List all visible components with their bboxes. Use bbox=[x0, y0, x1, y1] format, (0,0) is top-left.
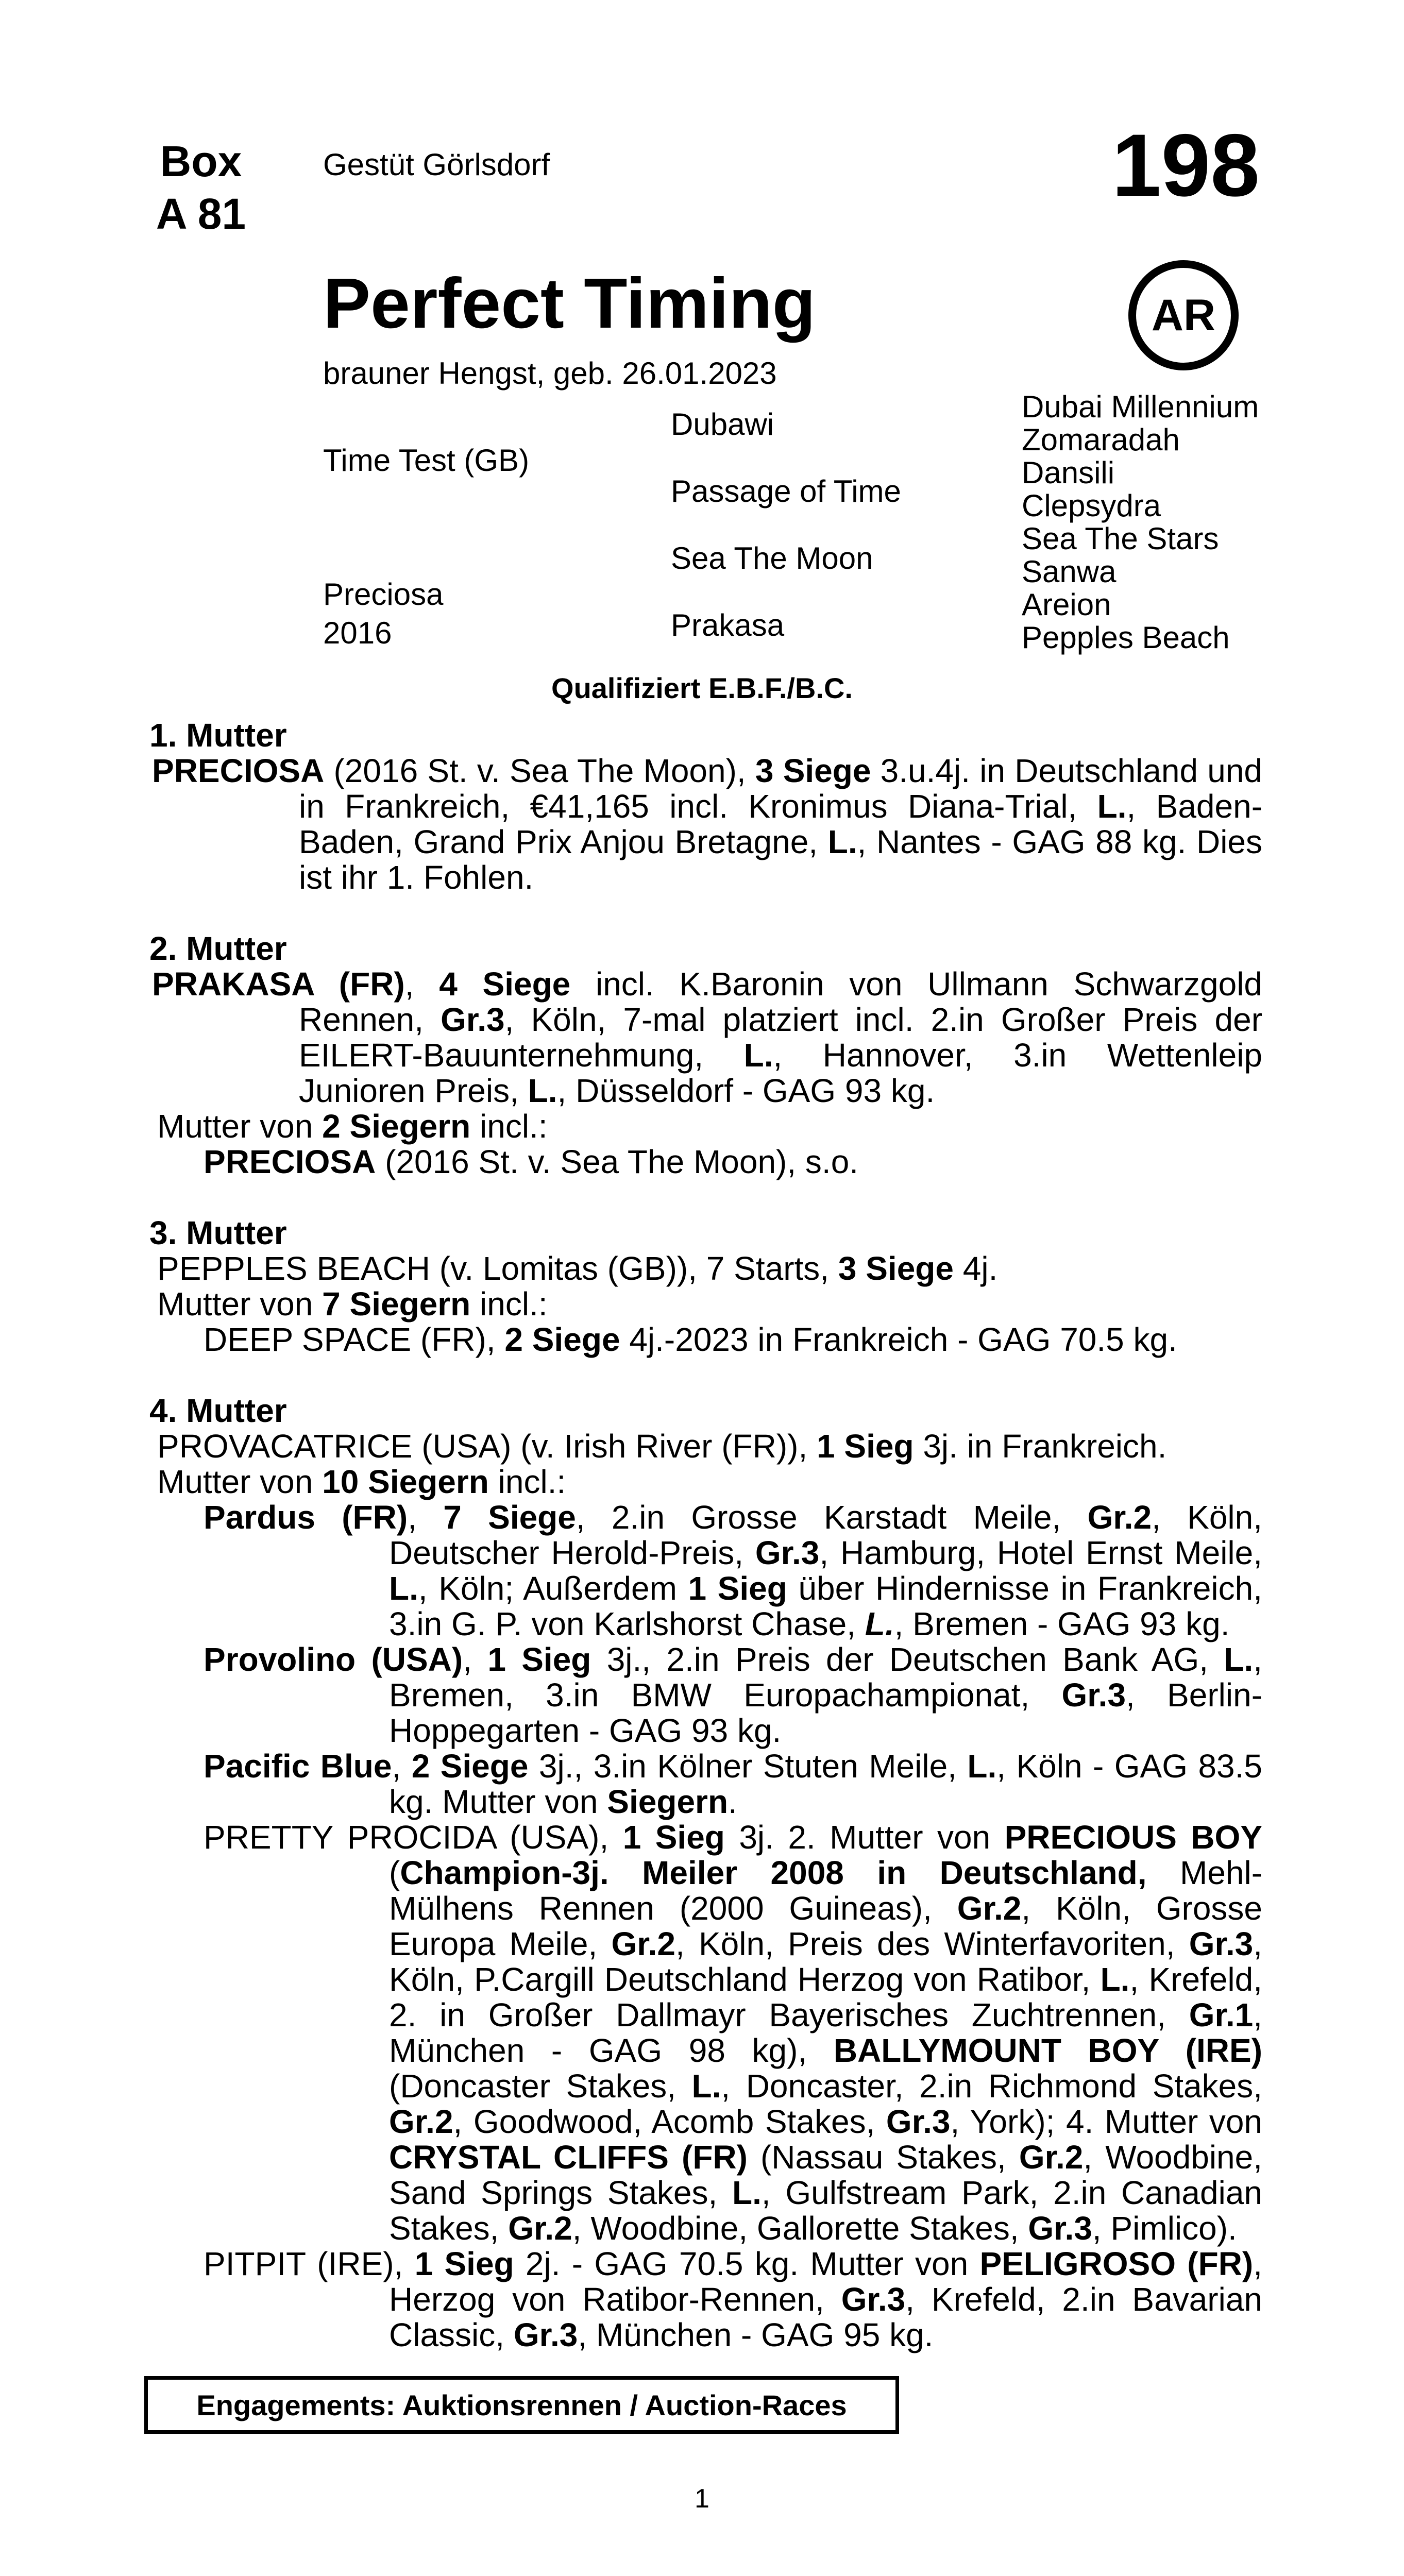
horse-name: Perfect Timing bbox=[323, 264, 816, 343]
text-run: incl. K.Baronin von Ullmann Schwarzgold Rennen, bbox=[299, 965, 1262, 1038]
text-run: incl.: bbox=[470, 1108, 548, 1145]
race-grade: Gr.3 bbox=[1061, 1676, 1126, 1714]
text-run: 3j., 3.in Kölner Stuten Meile, bbox=[528, 1748, 968, 1785]
race-grade: L. bbox=[1224, 1641, 1254, 1678]
winners-count: 2 Siegern bbox=[322, 1108, 471, 1145]
text-run: , Köln, Preis des Winterfavoriten, bbox=[675, 1925, 1189, 1962]
pedigree-gen3-4: Clepsydra bbox=[1022, 488, 1161, 523]
text-run: , Köln - GAG 83.5 kg. Mutter von bbox=[389, 1748, 1263, 1820]
text-run: DEEP SPACE (FR), bbox=[204, 1321, 505, 1358]
pedigree-gen3-3: Dansili bbox=[1022, 455, 1115, 490]
section-first-dam bbox=[149, 718, 1262, 895]
text-run: , Doncaster, 2.in Richmond Stakes, bbox=[721, 2067, 1263, 2105]
dam-entry bbox=[149, 1429, 1262, 1464]
box-number: A 81 bbox=[156, 190, 246, 238]
race-grade: Gr.3 bbox=[1028, 2210, 1092, 2247]
text-run: 2j. - GAG 70.5 kg. Mutter von bbox=[514, 2245, 980, 2282]
text-run: , Nantes - GAG 88 kg. Dies ist ihr 1. Fohlen. bbox=[299, 823, 1263, 896]
race-grade: Gr.3 bbox=[755, 1534, 820, 1571]
text-run: , Herzog von Ratibor-Rennen, bbox=[389, 2245, 1263, 2318]
horse-description: brauner Hengst, geb. 26.01.2023 bbox=[323, 356, 777, 391]
pedigree-gen3-7: Areion bbox=[1022, 587, 1111, 622]
section-heading: 1. Mutter bbox=[149, 717, 287, 754]
text-run: , Woodbine, Gallorette Stakes, bbox=[572, 2210, 1028, 2247]
horse-name-bold: PRECIOSA bbox=[152, 752, 325, 789]
text-run: 4j.-2023 in Frankreich - GAG 70.5 kg. bbox=[620, 1321, 1177, 1358]
winners-count: 10 Siegern bbox=[322, 1463, 489, 1500]
catalogue-body bbox=[149, 718, 1262, 2388]
race-grade: L. bbox=[528, 1072, 557, 1109]
horse-name-bold: PRECIOSA bbox=[204, 1143, 376, 1180]
consignor: Gestüt Görlsdorf bbox=[323, 147, 550, 182]
pedigree-gen3-8: Pepples Beach bbox=[1022, 620, 1230, 655]
text-run: , Woodbine, Sand Springs Stakes, bbox=[389, 2139, 1262, 2211]
text-run: 4j. bbox=[953, 1250, 998, 1287]
race-grade: Gr.3 bbox=[513, 2316, 578, 2353]
text-run: 3j. 2. Mutter von bbox=[724, 1819, 1005, 1856]
dam-entry bbox=[149, 753, 1262, 895]
engagements-label: Engagements: Auktionsrennen / Auction-Races bbox=[196, 2388, 847, 2421]
pedigree-dam: Preciosa bbox=[323, 577, 444, 612]
ar-badge bbox=[1128, 260, 1239, 370]
ar-badge-label: AR bbox=[1151, 290, 1216, 340]
section-fourth-dam bbox=[149, 1393, 1262, 2353]
section-third-dam bbox=[149, 1215, 1262, 1358]
text-run: , München - GAG 95 kg. bbox=[578, 2316, 934, 2353]
section-heading: 4. Mutter bbox=[149, 1392, 287, 1429]
text-run: , Köln, 7-mal platziert incl. 2.in Großer Preis der EILERT-Bauunternehmung, bbox=[299, 1001, 1263, 1074]
horse-name-bold: BALLYMOUNT BOY (IRE) bbox=[833, 2032, 1262, 2069]
winners-label: Siegern bbox=[607, 1783, 729, 1820]
text-run: PROVACATRICE (USA) (v. Irish River (FR)), bbox=[157, 1428, 817, 1465]
dam-entry bbox=[149, 967, 1262, 1109]
wins: 7 Siege bbox=[443, 1499, 576, 1536]
race-grade: Gr.2 bbox=[957, 1890, 1022, 1927]
race-grade: L. bbox=[389, 1570, 418, 1607]
race-grade: Gr.2 bbox=[1019, 2139, 1084, 2176]
text-run: , Berlin-Hoppegarten - GAG 93 kg. bbox=[389, 1676, 1262, 1749]
pedigree-gen3-6: Sanwa bbox=[1022, 554, 1117, 589]
section-heading: 3. Mutter bbox=[149, 1214, 287, 1251]
race-grade: L. bbox=[967, 1748, 997, 1785]
race-grade: Gr.3 bbox=[1189, 1925, 1254, 1962]
race-grade: L. bbox=[732, 2174, 762, 2211]
race-grade: Gr.2 bbox=[508, 2210, 572, 2247]
race-grade: L. bbox=[743, 1037, 773, 1074]
text-run: . bbox=[728, 1783, 737, 1820]
championship: Champion-3j. Meiler 2008 in Deutschland, bbox=[400, 1854, 1147, 1891]
race-grade: Gr.3 bbox=[886, 2103, 951, 2140]
wins: 1 Sieg bbox=[622, 1819, 725, 1856]
text-run: (Nassau Stakes, bbox=[747, 2139, 1019, 2176]
produce-summary bbox=[149, 1109, 1262, 1144]
text-run: Mutter von bbox=[157, 1463, 323, 1500]
text-run: incl.: bbox=[488, 1463, 566, 1500]
race-grade: Gr.3 bbox=[841, 2281, 906, 2318]
produce-entry bbox=[149, 1500, 1262, 1642]
produce-entry bbox=[149, 1642, 1262, 1749]
race-grade: L. bbox=[827, 823, 857, 860]
text-run: PEPPLES BEACH (v. Lomitas (GB)), 7 Starts, bbox=[157, 1250, 838, 1287]
wins: 3 Siege bbox=[755, 752, 871, 789]
page-number: 1 bbox=[695, 2484, 709, 2514]
wins: 4 Siege bbox=[439, 965, 571, 1003]
text-run: , Köln, Grosse Europa Meile, bbox=[389, 1890, 1263, 1962]
race-grade: Gr.3 bbox=[441, 1001, 505, 1038]
text-run: Mutter von bbox=[157, 1285, 323, 1323]
text-run: über Hindernisse in Frankreich, 3.in G. P. von Karlshorst Chase, bbox=[389, 1570, 1263, 1642]
text-run: (2016 St. v. Sea The Moon), bbox=[324, 752, 755, 789]
produce-entry bbox=[149, 1820, 1262, 2246]
text-run: , bbox=[404, 965, 439, 1003]
text-run: , bbox=[392, 1748, 412, 1785]
horse-name-bold: Pardus (FR) bbox=[204, 1499, 408, 1536]
race-grade: L. bbox=[1100, 1961, 1130, 1998]
text-run: , Bremen - GAG 93 kg. bbox=[894, 1605, 1230, 1642]
text-run: , Pimlico). bbox=[1092, 2210, 1237, 2247]
winners-count: 7 Siegern bbox=[322, 1285, 471, 1323]
pedigree-gen3-list bbox=[1022, 391, 1259, 654]
race-grade: L. bbox=[865, 1605, 894, 1642]
horse-name-bold: Provolino (USA) bbox=[204, 1641, 463, 1678]
box-label bbox=[149, 135, 252, 240]
text-run: , 2.in Grosse Karstadt Meile, bbox=[576, 1499, 1088, 1536]
text-run: Mehl-Mülhens Rennen (2000 Guineas), bbox=[389, 1854, 1263, 1927]
text-run: , bbox=[463, 1641, 488, 1678]
text-run: , Krefeld, 2.in Bavarian Classic, bbox=[389, 2281, 1262, 2353]
text-run: , Gulfstream Park, 2.in Canadian Stakes, bbox=[389, 2174, 1263, 2247]
text-run: , Hannover, 3.in Wettenleip Junioren Preis, bbox=[299, 1037, 1263, 1109]
text-run: 3j. in Frankreich. bbox=[914, 1428, 1167, 1465]
text-run: , Bremen, 3.in BMW Europachampionat, bbox=[389, 1641, 1263, 1714]
qualification: Qualifiziert E.B.F./B.C. bbox=[551, 672, 853, 704]
text-run: , Köln; Außerdem bbox=[418, 1570, 688, 1607]
wins: 1 Sieg bbox=[817, 1428, 914, 1465]
text-run: (2016 St. v. Sea The Moon), s.o. bbox=[376, 1143, 859, 1180]
produce-entry bbox=[149, 1749, 1262, 1820]
horse-name-bold: PELIGROSO (FR) bbox=[979, 2245, 1254, 2282]
text-run: , Hamburg, Hotel Ernst Meile, bbox=[819, 1534, 1262, 1571]
wins: 3 Siege bbox=[838, 1250, 954, 1287]
text-run: (Doncaster Stakes, bbox=[389, 2067, 692, 2105]
wins: 2 Siege bbox=[504, 1321, 620, 1358]
horse-name-bold: CRYSTAL CLIFFS (FR) bbox=[389, 2139, 748, 2176]
text-run: 3.u.4j. in Deutschland und in Frankreich, €41,165 incl. Kronimus Diana-Trial, bbox=[299, 752, 1263, 825]
text-run: PRETTY PROCIDA (USA), bbox=[204, 1819, 623, 1856]
text-run: , York); 4. Mutter von bbox=[950, 2103, 1262, 2140]
produce-entry bbox=[149, 2246, 1262, 2353]
produce-entry bbox=[149, 1144, 1262, 1180]
box-label-text: Box bbox=[160, 137, 242, 185]
text-run: , Krefeld, 2. in Großer Dallmayr Bayerisches Zuchtrennen, bbox=[389, 1961, 1263, 2033]
section-second-dam bbox=[149, 931, 1262, 1180]
dam-entry bbox=[149, 1251, 1262, 1286]
text-run: , Düsseldorf - GAG 93 kg. bbox=[557, 1072, 935, 1109]
pedigree-sire: Time Test (GB) bbox=[323, 443, 530, 478]
produce-summary bbox=[149, 1464, 1262, 1500]
text-run: ( bbox=[389, 1854, 400, 1891]
wins: 1 Sieg bbox=[487, 1641, 591, 1678]
race-grade: Gr.2 bbox=[1087, 1499, 1152, 1536]
pedigree-gen2-4: Prakasa bbox=[671, 608, 785, 642]
pedigree-gen3-2: Zomaradah bbox=[1022, 422, 1180, 457]
text-run: Mutter von bbox=[157, 1108, 323, 1145]
race-grade: L. bbox=[1097, 788, 1127, 825]
lot-number: 198 bbox=[1112, 116, 1260, 215]
text-run: PITPIT (IRE), bbox=[204, 2245, 415, 2282]
text-run: incl.: bbox=[470, 1285, 548, 1323]
race-grade: Gr.2 bbox=[389, 2103, 453, 2140]
race-grade: Gr.2 bbox=[611, 1925, 675, 1962]
section-heading: 2. Mutter bbox=[149, 930, 287, 967]
produce-entry bbox=[149, 1322, 1262, 1358]
text-run: , Köln, Deutscher Herold-Preis, bbox=[389, 1499, 1263, 1571]
pedigree-gen3-5: Sea The Stars bbox=[1022, 521, 1219, 556]
engagements-box bbox=[144, 2376, 899, 2434]
pedigree-gen3-1: Dubai Millennium bbox=[1022, 389, 1259, 424]
race-grade: Gr.1 bbox=[1189, 1996, 1254, 2033]
text-run: , Köln, P.Cargill Deutschland Herzog von Ratibor, bbox=[389, 1925, 1263, 1998]
pedigree-dam-year: 2016 bbox=[323, 616, 392, 650]
wins: 1 Sieg bbox=[688, 1570, 787, 1607]
text-run: 3j., 2.in Preis der Deutschen Bank AG, bbox=[591, 1641, 1224, 1678]
pedigree-gen2-1: Dubawi bbox=[671, 407, 774, 442]
horse-name-bold: PRAKASA (FR) bbox=[152, 965, 405, 1003]
produce-summary bbox=[149, 1286, 1262, 1322]
horse-name-bold: PRECIOUS BOY bbox=[1004, 1819, 1262, 1856]
pedigree-gen2-2: Passage of Time bbox=[671, 474, 901, 509]
wins: 1 Sieg bbox=[414, 2245, 514, 2282]
wins: 2 Siege bbox=[411, 1748, 529, 1785]
horse-name-bold: Pacific Blue bbox=[204, 1748, 392, 1785]
text-run: , Baden-Baden, Grand Prix Anjou Bretagne, bbox=[299, 788, 1263, 860]
text-run: , bbox=[408, 1499, 444, 1536]
text-run: , München - GAG 98 kg), bbox=[389, 1996, 1262, 2069]
pedigree-gen2-3: Sea The Moon bbox=[671, 541, 873, 575]
race-grade: L. bbox=[691, 2067, 721, 2105]
text-run: , Goodwood, Acomb Stakes, bbox=[453, 2103, 886, 2140]
